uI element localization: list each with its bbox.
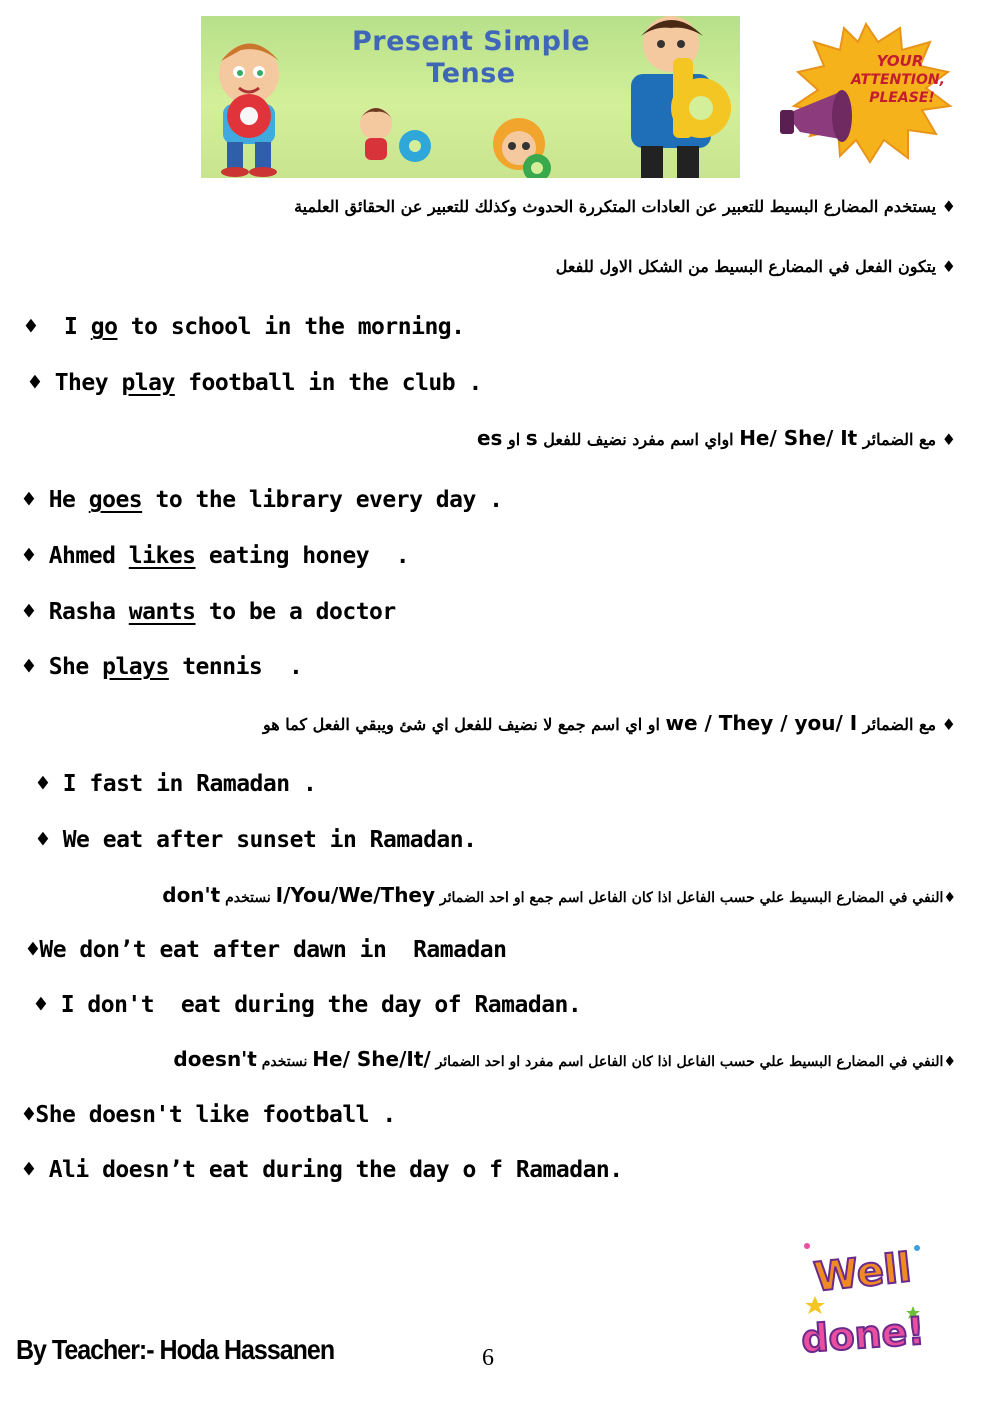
rule-text: اواي اسم مفرد نضيف للفعل bbox=[543, 430, 734, 449]
well-done-sticker-icon bbox=[797, 1236, 929, 1366]
rule-auxiliary: doesn't bbox=[173, 1047, 257, 1071]
rule-usage-text: يستخدم المضارع البسيط للتعبير عن العادات المتكررة الحدوث وكذلك للتعبير عن الحقائق العلمية bbox=[294, 197, 937, 216]
attention-line2: ATTENTION, bbox=[851, 72, 945, 88]
rule-form bbox=[556, 257, 956, 276]
title-banner bbox=[201, 16, 740, 178]
example-line bbox=[22, 654, 302, 680]
example-rest: eating honey . bbox=[195, 543, 410, 569]
bullet: ♦ bbox=[941, 430, 956, 449]
done-text: done! bbox=[799, 1308, 927, 1362]
attention-line1: YOUR bbox=[876, 52, 924, 70]
example-line: ♦ Ali doesn’t eat during the day o f Ramadan. bbox=[22, 1157, 623, 1183]
bullet: ♦ bbox=[941, 715, 956, 734]
rule-pronouns: He/ She/ It bbox=[739, 426, 858, 450]
attention-megaphone-icon bbox=[780, 22, 952, 164]
rule-plural bbox=[263, 711, 956, 735]
example-subject: ♦ She bbox=[22, 654, 103, 680]
example-line bbox=[22, 543, 409, 569]
rule-text: النفي في المضارع البسيط علي حسب الفاعل اذا كان الفاعل اسم جمع او احد الضمائر bbox=[439, 890, 944, 906]
bullet: ♦ bbox=[941, 257, 956, 276]
example-line bbox=[22, 599, 396, 625]
example-verb: play bbox=[121, 370, 175, 396]
example-line bbox=[22, 487, 503, 513]
rule-pronouns: we / They / you/ I bbox=[665, 711, 858, 735]
example-line: ♦ I fast in Ramadan . bbox=[36, 771, 317, 797]
author-credit: By Teacher:- Hoda Hassanen bbox=[16, 1334, 335, 1366]
example-line: ♦ I don't eat during the day of Ramadan. bbox=[34, 992, 582, 1018]
example-line bbox=[28, 370, 482, 396]
rule-pronouns: I/You/We/They bbox=[275, 883, 436, 907]
example-verb: likes bbox=[128, 543, 196, 569]
example-line bbox=[24, 314, 464, 340]
rule-usage bbox=[294, 197, 956, 216]
attention-line3: PLEASE! bbox=[869, 90, 935, 106]
banner-title-line1: Present Simple bbox=[351, 26, 591, 57]
example-line: ♦We don’t eat after dawn in Ramadan bbox=[26, 937, 507, 963]
example-line: ♦She doesn't like football . bbox=[22, 1102, 396, 1128]
banner-title-line2: Tense bbox=[426, 58, 516, 89]
rule-text: نستخدم bbox=[261, 1054, 308, 1070]
rule-text: او اي اسم جمع لا نضيف للفعل اي شئ ويبقي الفعل كما هو bbox=[263, 715, 660, 734]
rule-text: او bbox=[508, 430, 521, 449]
rule-text: النفي في المضارع البسيط علي حسب الفاعل اذا كان الفاعل اسم مفرد او احد الضمائر bbox=[435, 1054, 944, 1070]
rule-text: نستخدم bbox=[225, 890, 271, 906]
example-subject: ♦ I bbox=[24, 314, 91, 340]
rule-text: مع الضمائر bbox=[862, 715, 937, 734]
example-verb: wants bbox=[128, 599, 196, 625]
example-rest: to be a doctor bbox=[195, 599, 396, 625]
example-subject: ♦ Rasha bbox=[22, 599, 129, 625]
example-verb: goes bbox=[88, 487, 143, 513]
rule-suffix: s bbox=[525, 426, 538, 450]
example-line: ♦ We eat after sunset in Ramadan. bbox=[36, 827, 477, 853]
example-verb: go bbox=[90, 314, 118, 340]
bullet: ♦ bbox=[943, 1054, 956, 1070]
rule-text: مع الضمائر bbox=[862, 430, 937, 449]
rule-negative-plural bbox=[162, 883, 956, 907]
example-subject: ♦ They bbox=[28, 370, 122, 396]
rule-third-person bbox=[477, 426, 956, 450]
rule-pronouns: He/ She/It/ bbox=[312, 1047, 431, 1071]
example-rest: to the library every day . bbox=[142, 487, 503, 513]
rule-suffix: es bbox=[476, 426, 503, 450]
rule-form-text: يتكون الفعل في المضارع البسيط من الشكل الاول للفعل bbox=[555, 257, 937, 276]
bullet: ♦ bbox=[943, 890, 956, 906]
example-rest: to school in the morning. bbox=[117, 314, 465, 340]
example-rest: tennis . bbox=[168, 654, 303, 680]
example-verb: plays bbox=[102, 654, 169, 680]
page-number: 6 bbox=[482, 1345, 494, 1371]
bullet: ♦ bbox=[941, 197, 956, 216]
cartoon-kids-illustration bbox=[201, 16, 740, 178]
example-rest: football in the club . bbox=[174, 370, 482, 396]
well-text: Well bbox=[811, 1245, 914, 1301]
example-subject: ♦ Ahmed bbox=[22, 543, 129, 569]
example-subject: ♦ He bbox=[22, 487, 89, 513]
rule-negative-singular bbox=[173, 1047, 956, 1071]
rule-auxiliary: don't bbox=[162, 883, 221, 907]
